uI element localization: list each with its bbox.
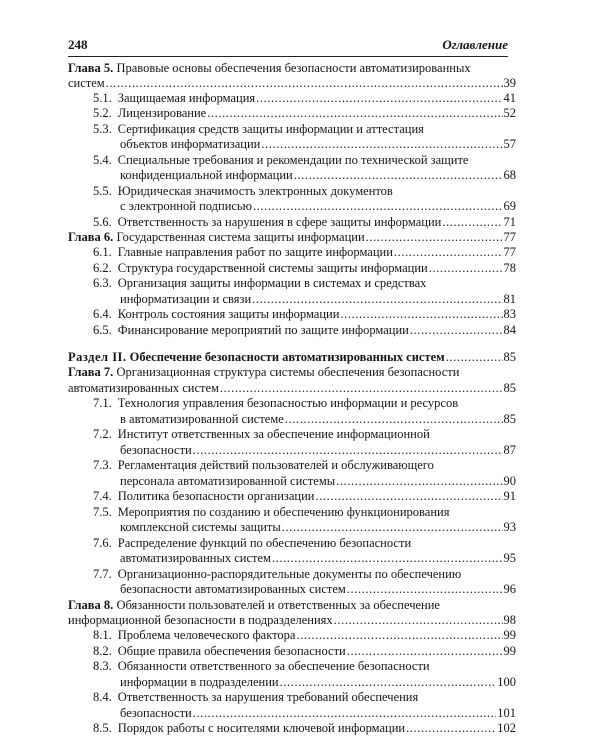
page-ref: 57 (503, 137, 516, 151)
leader-dots (294, 167, 503, 183)
toc-section-7-5[interactable] (93, 504, 513, 520)
page-ref: 52 (503, 106, 516, 120)
section-title-cont: безопасности (120, 706, 192, 720)
leader-dots (446, 349, 503, 365)
leader-dots (315, 488, 502, 504)
toc-chapter-6[interactable] (68, 229, 516, 245)
toc-section-8-3-cont[interactable] (120, 674, 516, 690)
chapter-title: Организационная структура системы обеспечения безопасности (116, 365, 460, 379)
section-number: 5.1. (93, 91, 112, 105)
page-ref: 95 (503, 551, 516, 565)
leader-dots (252, 291, 502, 307)
page-ref: 87 (503, 443, 516, 457)
part-title: Обеспечение безопасности автоматизированных систем (129, 350, 445, 364)
section-number: 7.3. (93, 458, 112, 472)
leader-dots (207, 105, 502, 121)
toc-section-5-2[interactable] (93, 105, 516, 121)
section-title-cont: автоматизированных систем (120, 551, 271, 565)
page-ref: 83 (503, 307, 516, 321)
toc-section-7-2-cont[interactable] (120, 442, 516, 458)
leader-dots (429, 260, 503, 276)
section-title: Организационно-распорядительные документы по обеспечению (117, 567, 462, 581)
toc-section-8-5[interactable] (93, 720, 516, 736)
leader-dots (347, 581, 503, 597)
leader-dots (347, 643, 503, 659)
toc-section-6-2[interactable] (93, 260, 516, 276)
toc-section-6-5[interactable] (93, 322, 516, 338)
toc-section-5-3[interactable] (93, 121, 493, 137)
leader-dots (106, 75, 503, 91)
chapter-title-cont: систем (68, 76, 105, 90)
chapter-label: Глава 6. (68, 230, 114, 244)
page-ref: 100 (497, 675, 516, 689)
toc-section-7-3-cont[interactable] (120, 473, 516, 489)
section-number: 7.6. (93, 536, 112, 550)
section-number: 5.6. (93, 215, 112, 229)
leader-dots (410, 322, 503, 338)
section-number: 6.1. (93, 245, 112, 259)
chapter-title: Правовые основы обеспечения безопасности автоматизированных (116, 61, 471, 75)
page-ref: 69 (503, 199, 516, 213)
toc-section-5-5-cont[interactable] (120, 198, 516, 214)
toc-section-7-5-cont[interactable] (120, 519, 516, 535)
section-title: Защищаемая информация (117, 91, 256, 105)
page-ref: 85 (503, 350, 516, 364)
running-title: Оглавление (442, 37, 508, 52)
section-number: 8.5. (93, 721, 112, 735)
section-title-cont: безопасности автоматизированных систем (120, 582, 346, 596)
page-ref: 98 (503, 613, 516, 627)
page-ref: 99 (503, 628, 516, 642)
toc-part-2[interactable] (68, 349, 516, 365)
section-title: Структура государственной системы защиты информации (117, 261, 428, 275)
header-rule (68, 56, 508, 57)
leader-dots (282, 519, 503, 535)
toc-chapter-7[interactable] (68, 364, 508, 380)
leader-dots (256, 90, 502, 106)
toc-section-5-6[interactable] (93, 214, 516, 230)
section-title: Технология управления безопасностью информации и ресурсов (117, 396, 459, 410)
section-title-cont: информации в подразделении (120, 675, 279, 689)
section-title-cont: персонала автоматизированной системы (120, 474, 336, 488)
page-ref: 90 (503, 474, 516, 488)
page-ref: 77 (503, 230, 516, 244)
chapter-label: Глава 7. (68, 365, 114, 379)
section-title: Институт ответственных за обеспечение информационной (117, 427, 430, 441)
section-title-cont: безопасности (120, 443, 192, 457)
toc-chapter-5[interactable] (68, 60, 508, 76)
toc-section-7-7[interactable] (93, 566, 513, 582)
section-title: Лицензирование (117, 106, 207, 120)
leader-dots (253, 198, 503, 214)
chapter-title: Государственная система защиты информации (116, 230, 365, 244)
page-ref: 99 (503, 644, 516, 658)
toc-section-6-3-cont[interactable] (120, 291, 516, 307)
toc-section-5-1[interactable] (93, 90, 516, 106)
toc-chapter-5-cont[interactable] (68, 75, 516, 91)
section-title: Сертификация средств защиты информации и аттестация (117, 122, 424, 136)
section-title: Обязанности ответственного за обеспечение безопасности (117, 659, 430, 673)
toc-section-6-3[interactable] (93, 275, 493, 291)
section-number: 6.4. (93, 307, 112, 321)
section-title-cont: с электронной подписью (120, 199, 252, 213)
page-ref: 93 (503, 520, 516, 534)
section-number: 5.5. (93, 184, 112, 198)
page-ref: 84 (503, 323, 516, 337)
page-ref: 91 (503, 489, 516, 503)
leader-dots (193, 705, 497, 721)
toc-section-7-6-cont[interactable] (120, 550, 516, 566)
section-title: Юридическая значимость электронных документов (117, 184, 393, 198)
part-label: Раздел II. (68, 350, 127, 364)
toc-section-6-1[interactable] (93, 244, 516, 260)
section-title-cont: конфиденциальной информации (120, 168, 293, 182)
leader-dots (272, 550, 503, 566)
section-title: Специальные требования и рекомендации по технической защите (117, 153, 469, 167)
leader-dots (280, 674, 497, 690)
section-title: Организация защиты информации в системах и средствах (117, 276, 427, 290)
section-title-cont: объектов информатизации (120, 137, 261, 151)
section-title-cont: информатизации и связи (120, 292, 252, 306)
toc-section-6-4[interactable] (93, 306, 516, 322)
section-title: Ответственность за нарушения в сфере защиты информации (117, 215, 442, 229)
section-title: Проблема человеческого фактора (117, 628, 296, 642)
toc-section-8-2[interactable] (93, 643, 516, 659)
page-ref: 41 (503, 91, 516, 105)
toc-section-7-1[interactable] (93, 395, 513, 411)
leader-dots (366, 229, 503, 245)
section-number: 6.3. (93, 276, 112, 290)
leader-dots (336, 473, 502, 489)
toc-section-5-4-cont[interactable] (120, 167, 516, 183)
section-title: Контроль состояния защиты информации (117, 307, 340, 321)
page-ref: 68 (503, 168, 516, 182)
leader-dots (285, 411, 503, 427)
toc-section-8-4[interactable] (93, 689, 493, 705)
section-number: 6.5. (93, 323, 112, 337)
section-title: Финансирование мероприятий по защите информации (117, 323, 409, 337)
section-number: 8.1. (93, 628, 112, 642)
leader-dots (340, 306, 502, 322)
toc-chapter-7-cont[interactable] (68, 380, 516, 396)
section-number: 7.2. (93, 427, 112, 441)
chapter-label: Глава 5. (68, 61, 114, 75)
section-number: 5.2. (93, 106, 112, 120)
section-title: Главные направления работ по защите информации (117, 245, 393, 259)
page-header (68, 37, 508, 55)
page-ref: 101 (497, 706, 516, 720)
leader-dots (394, 244, 503, 260)
section-number: 6.2. (93, 261, 112, 275)
leader-dots (296, 627, 502, 643)
page-ref: 39 (503, 76, 516, 90)
toc-section-7-2[interactable] (93, 426, 493, 442)
section-title: Порядок работы с носителями ключевой информации (117, 721, 406, 735)
toc-section-7-4[interactable] (93, 488, 516, 504)
section-title: Распределение функций по обеспечению безопасности (117, 536, 412, 550)
page-number: 248 (68, 37, 88, 52)
toc-chapter-8[interactable] (68, 597, 508, 613)
page-ref: 96 (503, 582, 516, 596)
chapter-title: Обязанности пользователей и ответственных за обеспечение (116, 598, 440, 612)
toc-section-5-3-cont[interactable] (120, 136, 516, 152)
section-number: 5.3. (93, 122, 112, 136)
section-number: 7.1. (93, 396, 112, 410)
chapter-title-cont: информационной безопасности в подразделениях (68, 613, 333, 627)
toc-section-7-1-cont[interactable] (120, 411, 516, 427)
leader-dots (193, 442, 503, 458)
section-title-cont: комплексной системы защиты (120, 520, 281, 534)
page-ref: 81 (503, 292, 516, 306)
section-number: 8.4. (93, 690, 112, 704)
leader-dots (406, 720, 496, 736)
section-title: Политика безопасности организации (117, 489, 315, 503)
section-title-cont: в автоматизированной системе (120, 412, 284, 426)
page-ref: 102 (497, 721, 516, 735)
toc-section-8-3[interactable] (93, 658, 513, 674)
leader-dots (442, 214, 502, 230)
chapter-label: Глава 8. (68, 598, 114, 612)
section-title: Общие правила обеспечения безопасности (117, 644, 346, 658)
section-title: Ответственность за нарушения требований обеспечения (117, 690, 419, 704)
toc-section-8-1[interactable] (93, 627, 516, 643)
section-title: Регламентация действий пользователей и обслуживающего (117, 458, 434, 472)
toc-section-7-3[interactable] (93, 457, 493, 473)
toc-chapter-8-cont[interactable] (68, 612, 516, 628)
section-number: 7.7. (93, 567, 112, 581)
page-ref: 85 (503, 412, 516, 426)
section-number: 8.3. (93, 659, 112, 673)
section-number: 5.4. (93, 153, 112, 167)
page-ref: 77 (503, 245, 516, 259)
toc-section-7-6[interactable] (93, 535, 493, 551)
section-number: 7.4. (93, 489, 112, 503)
page-ref: 85 (503, 381, 516, 395)
leader-dots (220, 380, 503, 396)
section-number: 8.2. (93, 644, 112, 658)
leader-dots (334, 612, 503, 628)
page-ref: 71 (503, 215, 516, 229)
page-ref: 78 (503, 261, 516, 275)
toc-section-5-5[interactable] (93, 183, 493, 199)
toc-section-7-7-cont[interactable] (120, 581, 516, 597)
toc-section-8-4-cont[interactable] (120, 705, 516, 721)
leader-dots (261, 136, 502, 152)
section-title: Мероприятия по созданию и обеспечению функционирования (117, 505, 450, 519)
toc-section-5-4[interactable] (93, 152, 513, 168)
chapter-title-cont: автоматизированных систем (68, 381, 219, 395)
section-number: 7.5. (93, 505, 112, 519)
